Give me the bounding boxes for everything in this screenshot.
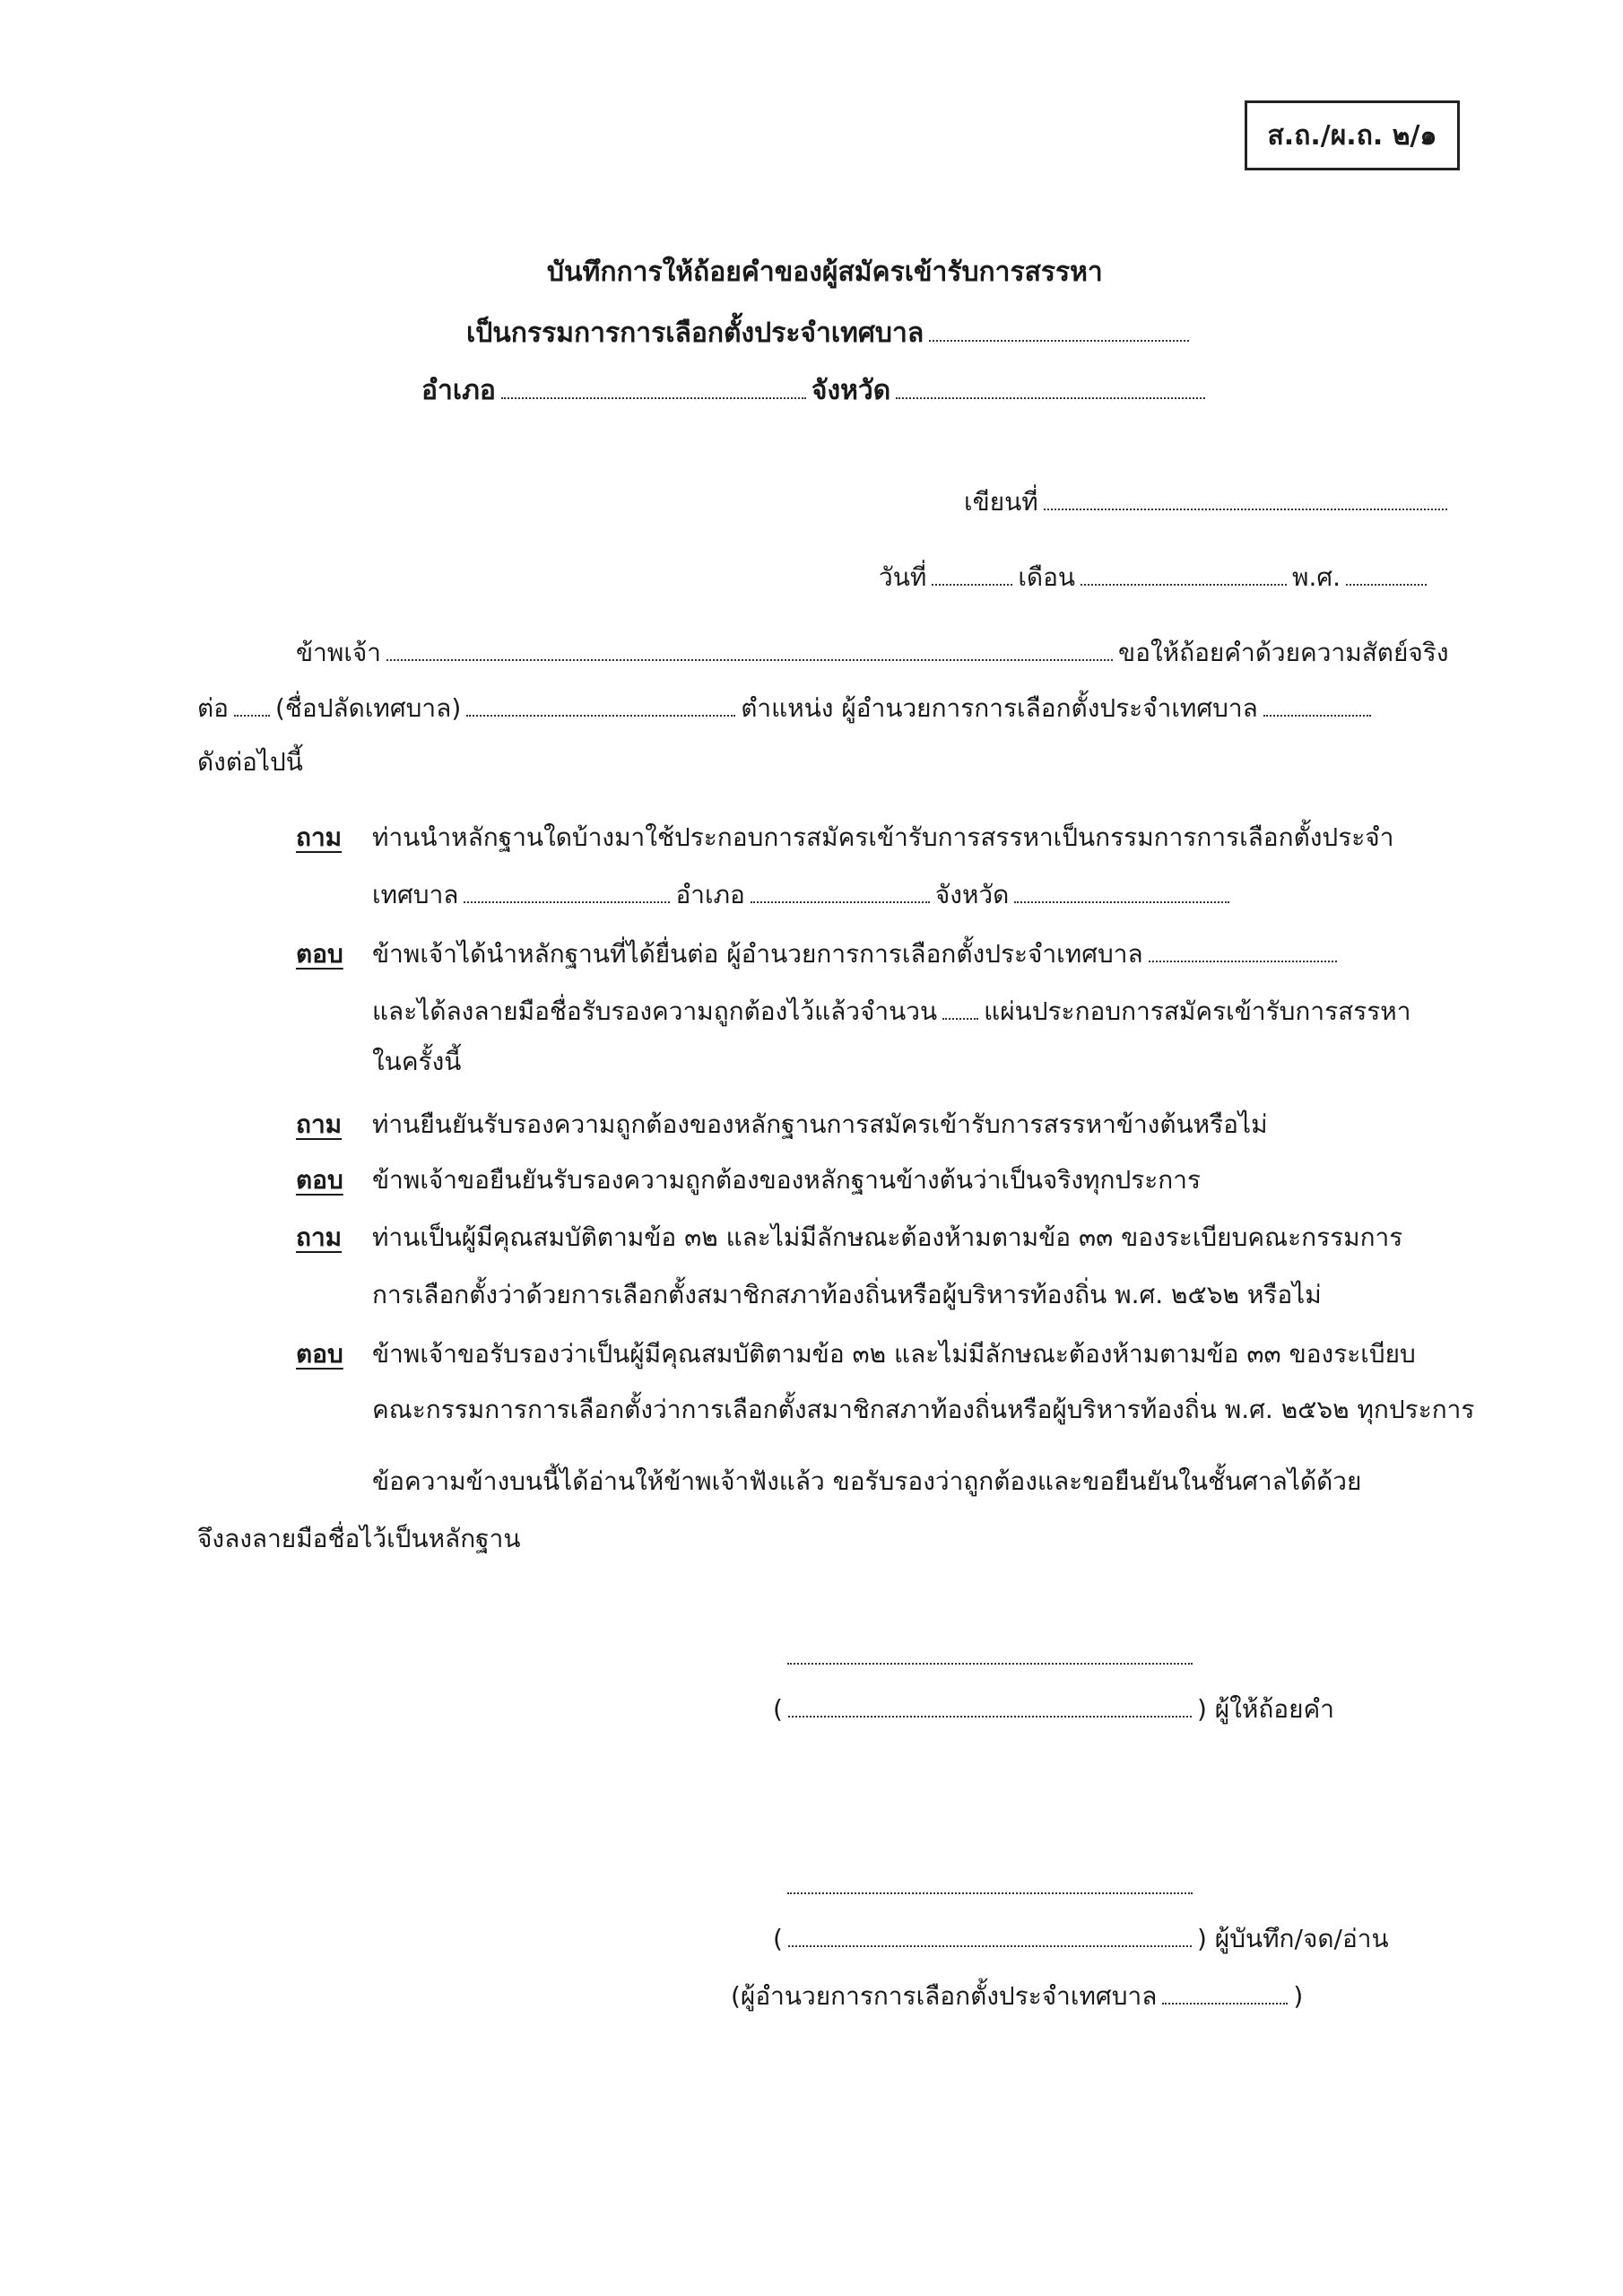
a1-line3: ในครั้งนี้ xyxy=(372,1047,462,1076)
q1-line2 xyxy=(372,877,1235,913)
qa-item-q1 xyxy=(296,820,342,856)
a1-municipality-field[interactable] xyxy=(1149,937,1337,962)
form-code: ส.ถ./ผ.ถ. ๒/๑ xyxy=(1267,119,1437,152)
close-paren: ) xyxy=(1196,1924,1207,1953)
qa-item-a1 xyxy=(296,936,343,972)
declarant-row xyxy=(296,635,1449,671)
q1-district-label: อำเภอ xyxy=(675,880,745,909)
qa-item-a2 xyxy=(296,1162,343,1198)
year-field[interactable] xyxy=(1346,561,1427,586)
open-paren: ( xyxy=(773,1924,783,1953)
recorder-title xyxy=(731,1979,1303,2014)
to-placeholder: (ชื่อปลัดเทศบาล) xyxy=(275,693,462,723)
signature-line-declarant[interactable] xyxy=(787,1661,1193,1665)
position-label: ตำแหน่ง ผู้อำนวยการการเลือกตั้งประจำเทศบาล xyxy=(741,693,1258,723)
a1-line2-text-part2: แผ่นประกอบการสมัครเข้ารับการสรรหา xyxy=(984,996,1411,1026)
province-field[interactable] xyxy=(896,374,1205,399)
answer-label: ตอบ xyxy=(296,939,343,969)
closing-line1: ข้อความข้างบนนี้ได้อ่านให้ข้าพเจ้าฟังแล้ว ขอรับรองว่าถูกต้องและขอยืนยันในชั้นศาลได้ด้วย xyxy=(372,1466,1362,1496)
municipality-name-field[interactable] xyxy=(929,317,1189,342)
title-province-label: จังหวัด xyxy=(811,375,891,406)
qa-item-a3 xyxy=(296,1336,343,1372)
recorder-title-prefix: (ผู้อำนวยการการเลือกตั้งประจำเทศบาล xyxy=(731,1981,1158,2011)
open-paren: ( xyxy=(773,1694,783,1724)
recorder-title-suffix: ) xyxy=(1293,1981,1304,2011)
district-field[interactable] xyxy=(501,374,806,399)
q3-line2: การเลือกตั้งว่าด้วยการเลือกตั้งสมาชิกสภาท้องถิ่นหรือผู้บริหารท้องถิ่น พ.ศ. ๒๕๖๒ หรือไม่ xyxy=(372,1280,1322,1309)
to-label: ต่อ xyxy=(197,693,229,723)
to-prefix-field[interactable] xyxy=(234,691,270,717)
recipient-name-field[interactable] xyxy=(466,691,735,717)
date-label: วันที่ xyxy=(879,562,927,592)
q1-province-field[interactable] xyxy=(1014,878,1229,903)
q1-province-label: จังหวัด xyxy=(934,880,1010,909)
q1-district-field[interactable] xyxy=(751,878,930,903)
recorder-printed-name-field[interactable] xyxy=(788,1922,1192,1947)
day-field[interactable] xyxy=(932,561,1012,586)
month-field[interactable] xyxy=(1081,561,1287,586)
a3-line2: คณะกรรมการการเลือกตั้งว่าการเลือกตั้งสมาชิกสภาท้องถิ่นหรือผู้บริหารท้องถิ่น พ.ศ. ๒๕๖๒ ทุกประการ xyxy=(372,1395,1475,1424)
recorder-municipality-field[interactable] xyxy=(1162,1979,1288,2005)
signature-role-recorder: ผู้บันทึก/จด/อ่าน xyxy=(1214,1924,1389,1953)
qa-item-q2 xyxy=(296,1107,342,1143)
close-paren: ) xyxy=(1196,1694,1207,1724)
q1-municipality-field[interactable] xyxy=(464,878,670,903)
date-row xyxy=(879,560,1432,596)
title-district-label: อำเภอ xyxy=(421,375,496,406)
q3-line1: ท่านเป็นผู้มีคุณสมบัติตามข้อ ๓๒ และไม่มีลักษณะต้องห้ามตามข้อ ๓๓ ของระเบียบคณะกรรมการ xyxy=(372,1222,1403,1252)
answer-label: ตอบ xyxy=(296,1339,343,1369)
question-label: ถาม xyxy=(296,822,343,852)
declarant-label: ข้าพเจ้า xyxy=(296,638,382,667)
month-label: เดือน xyxy=(1018,562,1076,592)
a3-line1: ข้าพเจ้าขอรับรองว่าเป็นผู้มีคุณสมบัติตามข้อ ๓๒ และไม่มีลักษณะต้องห้ามตามข้อ ๓๓ ของระเบียบ xyxy=(372,1339,1416,1369)
document-title-line3 xyxy=(421,371,1211,411)
declarant-printed-name-field[interactable] xyxy=(788,1692,1192,1718)
a1-line1-text: ข้าพเจ้าได้นำหลักฐานที่ได้ยื่นต่อ ผู้อำนวยการการเลือกตั้งประจำเทศบาล xyxy=(372,939,1143,969)
question-label: ถาม xyxy=(296,1222,343,1252)
declarant-suffix: ขอให้ถ้อยคำด้วยความสัตย์จริง xyxy=(1118,638,1449,667)
a1-line2 xyxy=(372,994,1410,1030)
closing-line2: จึงลงลายมือชื่อไว้เป็นหลักฐาน xyxy=(197,1524,521,1553)
signature-role-declarant: ผู้ให้ถ้อยคำ xyxy=(1214,1694,1334,1724)
a2-text: ข้าพเจ้าขอยืนยันรับรองความถูกต้องของหลักฐานข้างต้นว่าเป็นจริงทุกประการ xyxy=(372,1165,1202,1195)
written-at-label: เขียนที่ xyxy=(964,487,1038,517)
signature-block-recorder xyxy=(773,1921,1389,1957)
written-at-row xyxy=(964,484,1453,520)
document-title-line2 xyxy=(466,314,1194,353)
qa-item-q3 xyxy=(296,1220,342,1256)
q1-municipality-label: เทศบาล xyxy=(372,880,459,909)
signature-block-declarant xyxy=(773,1692,1334,1727)
position-municipality-field[interactable] xyxy=(1263,691,1371,717)
form-code-box xyxy=(1245,100,1460,170)
q2-text: ท่านยืนยันรับรองความถูกต้องของหลักฐานการสมัครเข้ารับการสรรหาข้างต้นหรือไม่ xyxy=(372,1109,1268,1139)
question-label: ถาม xyxy=(296,1109,343,1139)
title-municipality-label: เป็นกรรมการการเลือกตั้งประจำเทศบาล xyxy=(466,317,924,349)
a1-line2-text-part1: และได้ลงลายมือชื่อรับรองความถูกต้องไว้แล้วจำนวน xyxy=(372,996,938,1026)
answer-label: ตอบ xyxy=(296,1165,343,1195)
a1-pages-field[interactable] xyxy=(942,995,978,1020)
written-at-field[interactable] xyxy=(1044,485,1447,510)
declarant-name-field[interactable] xyxy=(386,636,1113,661)
signature-line-recorder[interactable] xyxy=(787,1891,1193,1894)
as-follows: ดังต่อไปนี้ xyxy=(197,747,303,777)
a1-line1 xyxy=(372,936,1342,972)
q1-line1: ท่านนำหลักฐานใดบ้างมาใช้ประกอบการสมัครเข้ารับการสรรหาเป็นกรรมการการเลือกตั้งประจำ xyxy=(372,822,1394,852)
year-label: พ.ศ. xyxy=(1292,562,1341,592)
recipient-row xyxy=(197,691,1376,726)
document-title-line1: บันทึกการให้ถ้อยคำของผู้สมัครเข้ารับการสรรหา xyxy=(547,257,1103,288)
